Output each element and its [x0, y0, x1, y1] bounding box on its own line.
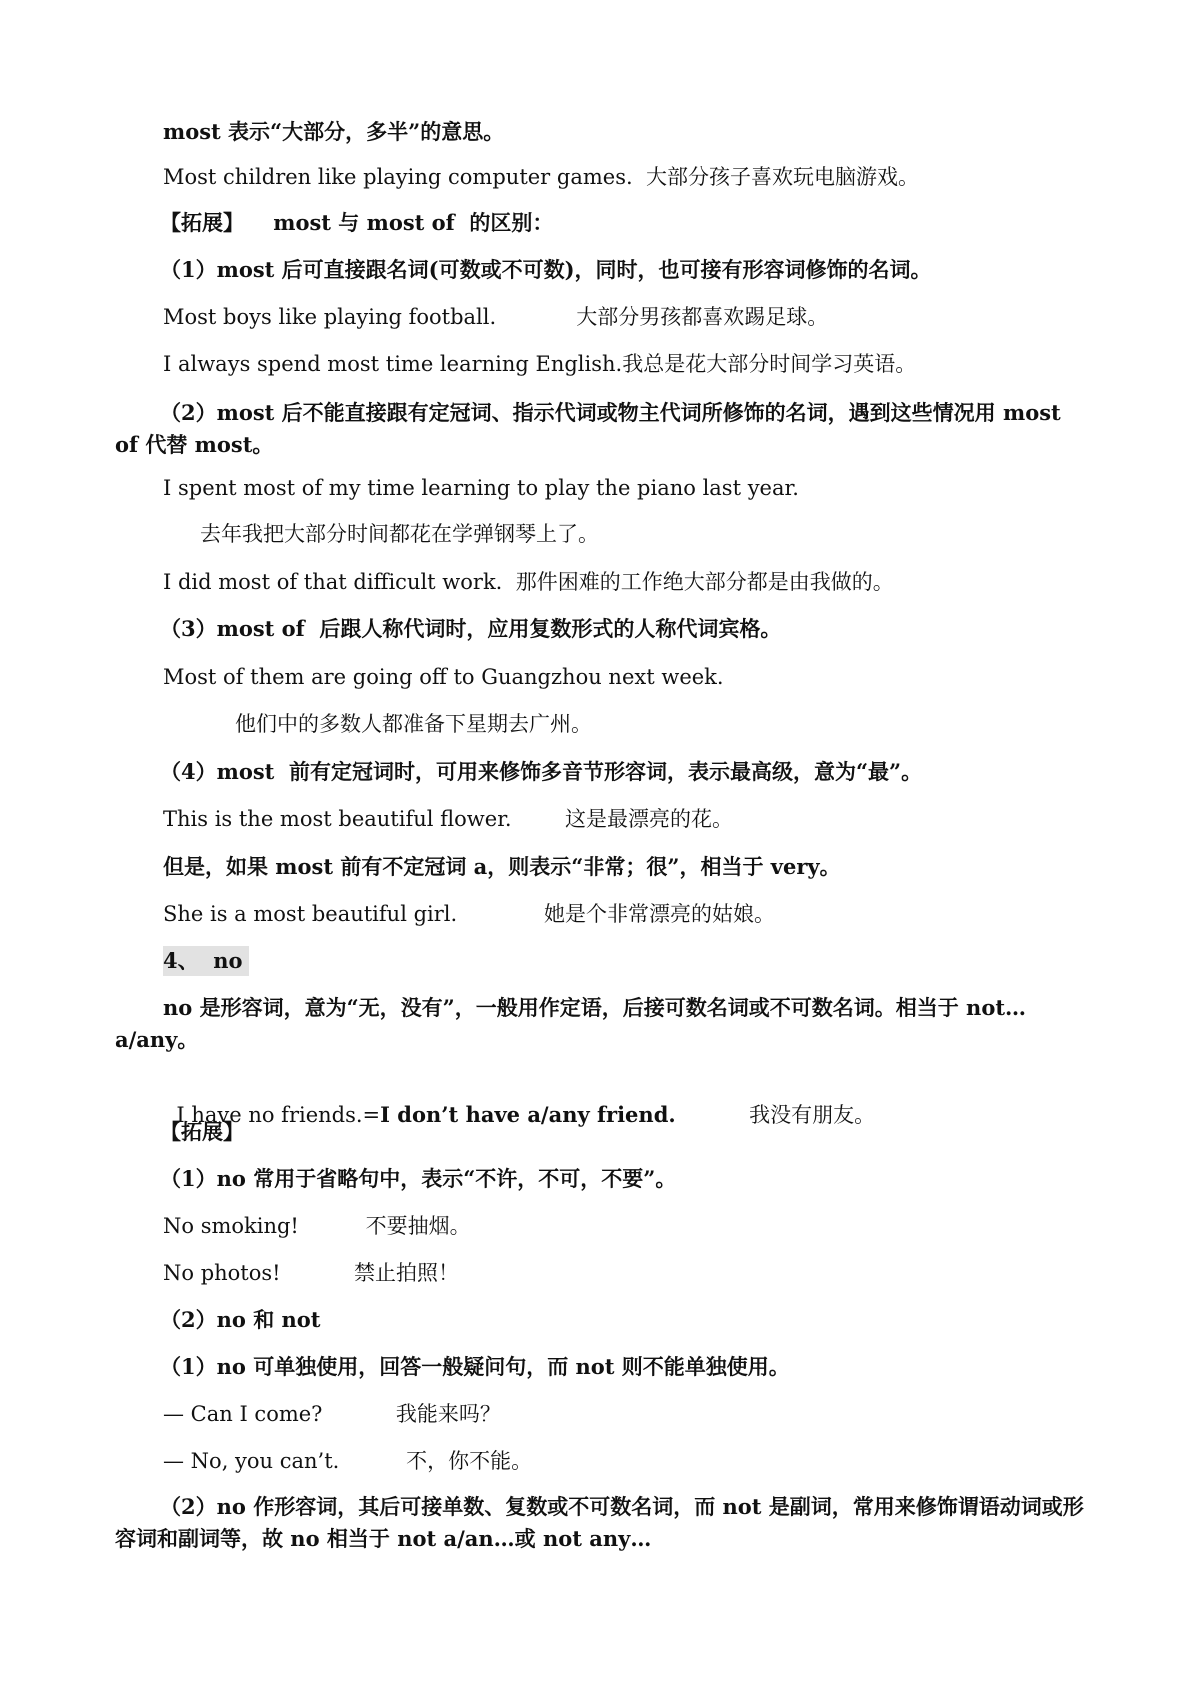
example-most-boys: Most boys like playing football. 大部分男孩都喜欢踢足球。 [163, 305, 829, 329]
section-heading-no: 4、 no [163, 946, 249, 976]
example-most-children: Most children like playing computer games. 大部分孩子喜欢玩电脑游戏。 [163, 165, 919, 189]
rule-2-no-and-not: （2）no 和 not [160, 1307, 321, 1332]
rule-1-most: （1）most 后可直接跟名词(可数或不可数)，同时，也可接有形容词修饰的名词。 [160, 257, 932, 282]
note-a-most-very: 但是，如果 most 前有不定冠词 a，则表示“非常；很”，相当于 very。 [163, 854, 841, 879]
rule-2-most-of: （2）most 后不能直接跟有定冠词、指示代词或物主代词所修饰的名词，遇到这些情况用 most of 代替 most。 [115, 400, 1061, 457]
rule-no-adjective-not-adverb: （2）no 作形容词，其后可接单数、复数或不可数名词，而 not 是副词，常用来修饰谓语动词或形容词和副词等，故 no 相当于 not a/an…或 not any… [115, 1494, 1084, 1551]
rule-no-alone: （1）no 可单独使用，回答一般疑问句，而 not 则不能单独使用。 [160, 1354, 790, 1379]
rule-1-no-ellipsis: （1）no 常用于省略句中，表示“不许，不可，不要”。 [160, 1166, 677, 1191]
example-difficult-work: I did most of that difficult work. 那件困难的工作绝大部分都是由我做的。 [163, 570, 894, 594]
rule-3-most-of-pronoun: （3）most of 后跟人称代词时，应用复数形式的人称代词宾格。 [160, 616, 782, 641]
example-spent-translation: 去年我把大部分时间都花在学弹钢琴上了。 [200, 522, 599, 546]
example-no-smoking: No smoking! 不要抽烟。 [163, 1214, 471, 1238]
no-definition: no 是形容词，意为“无，没有”，一般用作定语，后接可数名词或不可数名词。相当于 not…a/any。 [115, 995, 1027, 1052]
extension-heading-no: 【拓展】 [160, 1119, 244, 1144]
example-no-friends-part1: I have no friends.= [176, 1103, 381, 1127]
example-spent-most-of: I spent most of my time learning to play the piano last year. [163, 476, 799, 500]
example-most-of-them: Most of them are going off to Guangzhou next week. [163, 665, 724, 689]
line-most-meaning: most 表示“大部分，多半”的意思。 [163, 119, 505, 144]
example-most-of-them-translation: 他们中的多数人都准备下星期去广州。 [235, 712, 592, 736]
example-can-i-come: — Can I come? 我能来吗？ [163, 1402, 501, 1426]
example-spend-most-time: I always spend most time learning English.我总是花大部分时间学习英语。 [163, 352, 917, 376]
example-most-beautiful-flower: This is the most beautiful flower. 这是最漂亮的花。 [163, 807, 734, 831]
rule-4-most-superlative: （4）most 前有定冠词时，可用来修饰多音节形容词，表示最高级，意为“最”。 [160, 759, 923, 784]
example-no-friends-part3: 我没有朋友。 [675, 1103, 876, 1127]
example-no-you-cant: — No, you can’t. 不，你不能。 [163, 1449, 533, 1473]
example-most-beautiful-girl: She is a most beautiful girl. 她是个非常漂亮的姑娘。 [163, 902, 775, 926]
extension-heading-most: 【拓展】 most 与 most of 的区别： [160, 210, 554, 235]
example-no-friends-part2: I don’t have a/any friend. [380, 1102, 676, 1127]
example-no-photos: No photos! 禁止拍照！ [163, 1261, 460, 1285]
example-no-friends [163, 1070, 875, 1130]
